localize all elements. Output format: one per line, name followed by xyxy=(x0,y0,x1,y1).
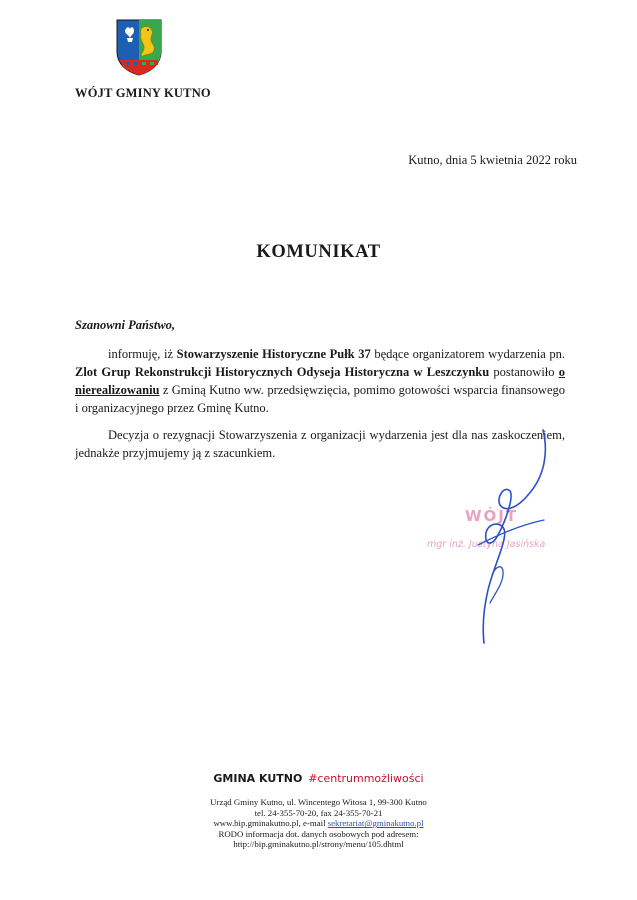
footer-phone: tel. 24-355-70-20, fax 24-355-70-21 xyxy=(254,807,383,818)
date-line: Kutno, dnia 5 kwietnia 2022 roku xyxy=(408,153,577,167)
stamp-name: mgr inż. Justyna Jasińska xyxy=(427,539,546,550)
footer-brand-name: GMINA KUTNO xyxy=(213,772,303,785)
footer-web: www.bip.gminakutno.pl, e-mail xyxy=(213,818,328,829)
footer-email-link[interactable]: sekretariat@gminakutno.pl xyxy=(327,818,424,829)
footer-hashtag: #centrummożliwości xyxy=(308,772,424,785)
p1-text-d: z Gminą Kutno ww. przedsięwzięcia, pomimo gotowości wsparcia finansowego i organizacyjnego przez Gminę Kutno. xyxy=(75,383,565,415)
salutation: Szanowni Państwo, xyxy=(75,318,176,332)
event-name: Zlot Grup Rekonstrukcji Historycznych Odyseja Historyczna w Leszczynku xyxy=(75,365,490,379)
decision-text: o nierealizowaniu xyxy=(75,365,565,397)
footer-rodo-link[interactable]: http://bip.gminakutno.pl/strony/menu/105.dhtml xyxy=(233,839,404,850)
stamp-title: WÓJT xyxy=(465,507,519,525)
footer-web-email xyxy=(0,818,637,829)
document-title: KOMUNIKAT xyxy=(256,242,381,262)
footer-rodo: RODO informacja dot. danych osobowych pod adresem: xyxy=(218,828,419,839)
organization-name: Stowarzyszenie Historyczne Pułk 37 xyxy=(176,347,371,361)
p1-text-c: postanowiło xyxy=(489,365,559,379)
p2-text: Decyzja o rezygnacji Stowarzyszenia z organizacji wydarzenia jest dla nas zaskoczeniem, jednakże przyjmujemy ją z szacunkiem. xyxy=(75,428,565,460)
issuer-name: WÓJT GMINY KUTNO xyxy=(75,86,211,100)
body-paragraph-1 xyxy=(75,345,565,417)
footer-contact xyxy=(0,797,637,850)
handwritten-signature xyxy=(448,425,558,650)
p1-text-b: będące organizatorem wydarzenia pn. xyxy=(370,347,565,361)
footer-address: Urząd Gminy Kutno, ul. Wincentego Witosa 1, 99-300 Kutno xyxy=(210,797,427,807)
p1-text-a: informuję, iż xyxy=(108,347,177,361)
coat-of-arms-icon xyxy=(115,18,163,76)
footer-brand xyxy=(0,772,637,785)
